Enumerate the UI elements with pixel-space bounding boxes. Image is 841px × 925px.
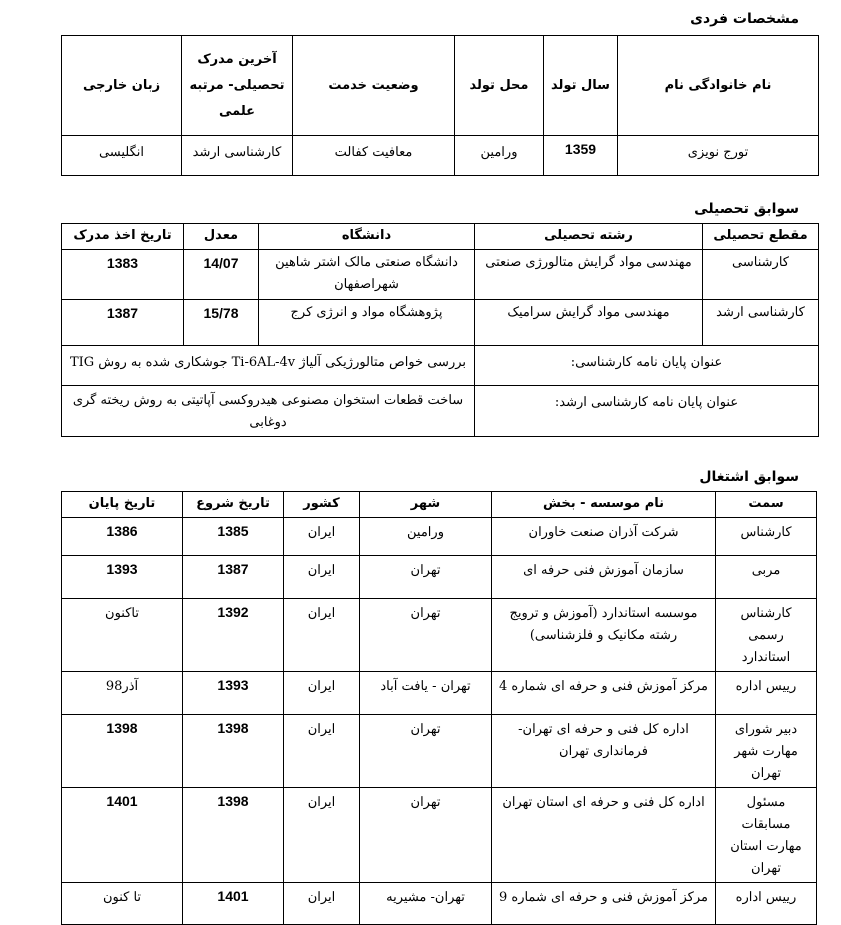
- emp-city: ورامین: [360, 518, 492, 556]
- thesis-row: [62, 346, 819, 386]
- thesis-master-title: ساخت قطعات استخوان مصنوعی هیدروکسی آپاتیتی به روش ریخته گری دوغابی: [62, 386, 475, 437]
- emp-country: ایران: [284, 518, 360, 556]
- header-military-status: وضعیت خدمت: [293, 36, 455, 136]
- table-row: [62, 300, 819, 346]
- value-last-degree: کارشناسی ارشد: [182, 136, 293, 176]
- emp-header-organization: نام موسسه - بخش: [492, 492, 716, 518]
- emp-header-city: شهر: [360, 492, 492, 518]
- edu-header-gpa: معدل: [184, 224, 259, 250]
- emp-position: کارشناس رسمی استاندارد: [716, 599, 817, 672]
- emp-header-end: تاریخ پایان: [62, 492, 183, 518]
- header-birth-year: سال تولد: [544, 36, 618, 136]
- emp-end: 1401: [62, 788, 183, 883]
- table-row: [62, 556, 817, 599]
- personal-table: [61, 35, 819, 176]
- emp-end: تاکنون: [62, 599, 183, 672]
- edu-gpa: 15/78: [184, 300, 259, 346]
- emp-position: رییس اداره: [716, 883, 817, 925]
- edu-header-university: دانشگاه: [259, 224, 475, 250]
- emp-position: کارشناس: [716, 518, 817, 556]
- education-section-title: سوابق تحصیلی: [694, 201, 799, 217]
- emp-country: ایران: [284, 788, 360, 883]
- emp-organization: شرکت آذران صنعت خاوران: [492, 518, 716, 556]
- emp-start: 1385: [183, 518, 284, 556]
- emp-end: 1386: [62, 518, 183, 556]
- emp-city: تهران: [360, 788, 492, 883]
- edu-header-major: رشته تحصیلی: [475, 224, 703, 250]
- value-birth-place: ورامین: [455, 136, 544, 176]
- emp-organization: مرکز آموزش فنی و حرفه ای شماره 4: [492, 672, 716, 715]
- emp-start: 1401: [183, 883, 284, 925]
- table-row: [62, 672, 817, 715]
- edu-major: مهندسی مواد گرایش متالورژی صنعتی: [475, 250, 703, 300]
- emp-end: 1398: [62, 715, 183, 788]
- edu-university: دانشگاه صنعتی مالک اشتر شاهین شهراصفهان: [259, 250, 475, 300]
- thesis-bachelor-label: عنوان پایان نامه کارشناسی:: [475, 346, 819, 386]
- emp-start: 1387: [183, 556, 284, 599]
- personal-section-title: مشخصات فردی: [690, 11, 799, 27]
- emp-country: ایران: [284, 672, 360, 715]
- emp-country: ایران: [284, 599, 360, 672]
- employment-table: [61, 491, 817, 925]
- value-language: انگلیسی: [62, 136, 182, 176]
- emp-organization: اداره کل فنی و حرفه ای استان تهران: [492, 788, 716, 883]
- table-row: [62, 715, 817, 788]
- edu-header-date: تاریخ اخذ مدرک: [62, 224, 184, 250]
- education-table: [61, 223, 819, 437]
- edu-gpa: 14/07: [184, 250, 259, 300]
- thesis-row: [62, 386, 819, 437]
- emp-position: مربی: [716, 556, 817, 599]
- emp-start: 1392: [183, 599, 284, 672]
- education-header-row: [62, 224, 819, 250]
- edu-level: کارشناسی: [703, 250, 819, 300]
- emp-end: 1393: [62, 556, 183, 599]
- emp-start: 1393: [183, 672, 284, 715]
- emp-position: مسئول مسابقات مهارت استان تهران: [716, 788, 817, 883]
- edu-date: 1387: [62, 300, 184, 346]
- employment-header-row: [62, 492, 817, 518]
- emp-header-position: سمت: [716, 492, 817, 518]
- emp-end: تا کنون: [62, 883, 183, 925]
- emp-position: رییس اداره: [716, 672, 817, 715]
- emp-city: تهران: [360, 556, 492, 599]
- header-birth-place: محل تولد: [455, 36, 544, 136]
- emp-country: ایران: [284, 715, 360, 788]
- edu-major: مهندسی مواد گرایش سرامیک: [475, 300, 703, 346]
- edu-header-level: مقطع تحصیلی: [703, 224, 819, 250]
- thesis-master-label: عنوان پایان نامه کارشناسی ارشد:: [475, 386, 819, 437]
- header-language: زبان خارجی: [62, 36, 182, 136]
- emp-organization: اداره کل فنی و حرفه ای تهران- فرمانداری تهران: [492, 715, 716, 788]
- emp-country: ایران: [284, 883, 360, 925]
- emp-organization: موسسه استاندارد (آموزش و ترویج رشته مکانیک و فلزشناسی): [492, 599, 716, 672]
- emp-organization: مرکز آموزش فنی و حرفه ای شماره 9: [492, 883, 716, 925]
- value-military-status: معافیت کفالت: [293, 136, 455, 176]
- header-last-degree: آخرین مدرک تحصیلی- مرتبه علمی: [182, 36, 293, 136]
- header-name: نام خانوادگی نام: [618, 36, 819, 136]
- emp-city: تهران - یافت آباد: [360, 672, 492, 715]
- value-name: تورج نویزی: [618, 136, 819, 176]
- emp-position: دبیر شورای مهارت شهر تهران: [716, 715, 817, 788]
- table-row: [62, 250, 819, 300]
- emp-city: تهران- مشیریه: [360, 883, 492, 925]
- personal-header-row: [62, 36, 819, 136]
- thesis-bachelor-title: بررسی خواص متالورژیکی آلیاژ Ti-6AL-4v جوشکاری شده به روش TIG: [62, 346, 475, 386]
- edu-university: پژوهشگاه مواد و انرژی کرج: [259, 300, 475, 346]
- edu-level: کارشناسی ارشد: [703, 300, 819, 346]
- emp-header-country: کشور: [284, 492, 360, 518]
- table-row: [62, 518, 817, 556]
- emp-start: 1398: [183, 715, 284, 788]
- emp-end: آذر98: [62, 672, 183, 715]
- value-birth-year: 1359: [544, 136, 618, 176]
- emp-country: ایران: [284, 556, 360, 599]
- edu-date: 1383: [62, 250, 184, 300]
- emp-organization: سازمان آموزش فنی حرفه ای: [492, 556, 716, 599]
- personal-value-row: [62, 136, 819, 176]
- emp-start: 1398: [183, 788, 284, 883]
- emp-city: تهران: [360, 599, 492, 672]
- table-row: [62, 883, 817, 925]
- table-row: [62, 599, 817, 672]
- emp-header-start: تاریخ شروع: [183, 492, 284, 518]
- emp-city: تهران: [360, 715, 492, 788]
- table-row: [62, 788, 817, 883]
- employment-section-title: سوابق اشتغال: [699, 469, 799, 485]
